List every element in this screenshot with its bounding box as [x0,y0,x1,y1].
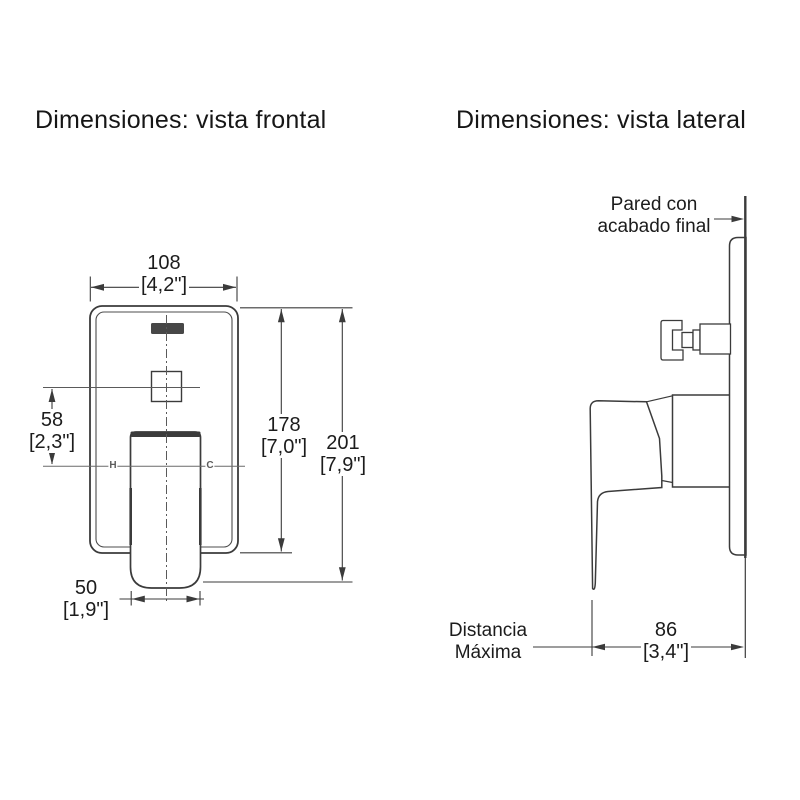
arrow-50-left [132,596,145,603]
diverter-knob-cap [661,321,683,361]
max-distance-label-line2: Máxima [454,642,522,663]
dim-max-distance [641,619,691,663]
front-view-title: Dimensiones: vista frontal [35,106,327,134]
handle-side [590,401,662,589]
max-distance-label-line1: Distancia [448,620,528,641]
arrow-178-up [278,309,285,322]
valve-hub-side [673,395,731,487]
dim-handle-width [61,577,111,621]
side-view [533,196,746,658]
dim-total-height [318,432,368,476]
side-view-title: Dimensiones: vista lateral [456,106,747,134]
wall-finish-label-line2: acabado final [597,216,711,237]
max-distance-label [449,620,527,664]
cold-marking: C [206,460,214,471]
dim-max-distance-inch: [3,4"] [642,641,690,663]
arrow-50-right [187,596,200,603]
hot-marking: H [109,460,117,471]
arrow-108-right [223,284,236,291]
wall-finish-label [597,194,710,238]
dim-handle-width-mm: 50 [74,577,98,599]
dim-max-distance-mm: 86 [654,619,678,641]
wall-finish-label-line1: Pared con [610,194,698,215]
arrow-201-up [339,309,346,322]
plate-side [730,238,747,556]
handle-front [131,432,201,588]
handle-top-edge [131,432,201,438]
diverter-knob-base [700,324,731,354]
brand-logo-blob [151,323,184,334]
handle-hub-top-joint [647,396,673,402]
dim-width-inch: [4,2"] [140,274,188,296]
dim-total-height-mm: 201 [326,432,360,454]
dim-plate-height-inch: [7,0"] [260,436,308,458]
arrow-58-up [49,389,56,402]
arrow-201-down [339,567,346,580]
dim-stem-offset-mm: 58 [40,409,64,431]
dim-stem-offset-inch: [2,3"] [28,431,76,453]
dim-total-height-inch: [7,9"] [319,454,367,476]
arrow-108-left [91,284,104,291]
dim-handle-width-inch: [1,9"] [62,599,110,621]
arrow-178-down [278,538,285,551]
dim-width [139,252,189,296]
dim-plate-height [259,414,309,458]
arrow-58-down [49,452,56,465]
arrow-wall-leader [732,216,745,223]
diverter-knob-stem [682,333,693,348]
arrow-86-left [592,644,605,651]
dim-stem-offset [27,409,77,453]
arrow-86-right [731,644,744,651]
dim-width-mm: 108 [147,252,181,274]
dim-plate-height-mm: 178 [267,414,301,436]
handle-hub-bottom-joint [662,481,673,483]
diverter-knob-collar [693,330,700,350]
